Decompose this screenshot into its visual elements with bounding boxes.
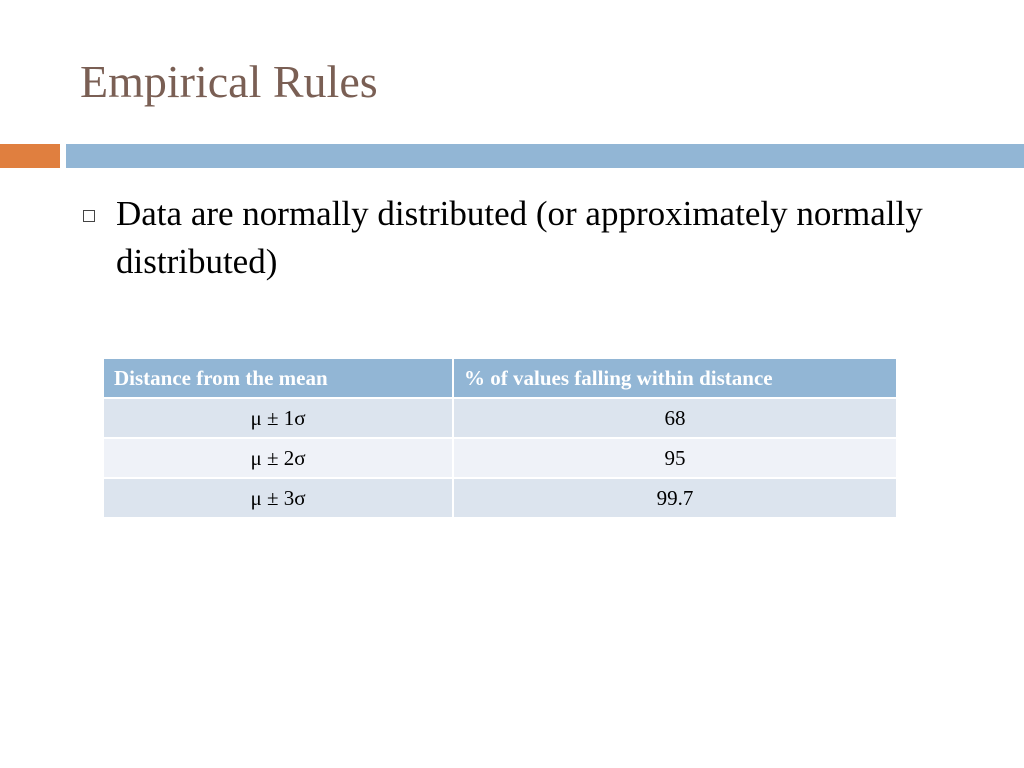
table-cell-percent: 68 [453,398,897,438]
column-header-distance: Distance from the mean [103,358,453,398]
table-cell-percent: 95 [453,438,897,478]
square-bullet-icon [83,210,95,222]
table-row [103,398,897,438]
accent-bar-orange [0,144,60,168]
table-cell-distance: μ ± 2σ [103,438,453,478]
accent-bar-blue [66,144,1024,168]
empirical-rule-table [102,357,898,519]
bullet-list [80,190,980,286]
table-row [103,478,897,518]
table-cell-percent: 99.7 [453,478,897,518]
table-header-row [103,358,897,398]
table-cell-distance: μ ± 1σ [103,398,453,438]
column-header-percent: % of values falling within distance [453,358,897,398]
bullet-text: Data are normally distributed (or approximately normally distributed) [116,194,923,281]
bullet-item [80,190,980,286]
table-cell-distance: μ ± 3σ [103,478,453,518]
slide-title: Empirical Rules [80,56,378,107]
table-row [103,438,897,478]
